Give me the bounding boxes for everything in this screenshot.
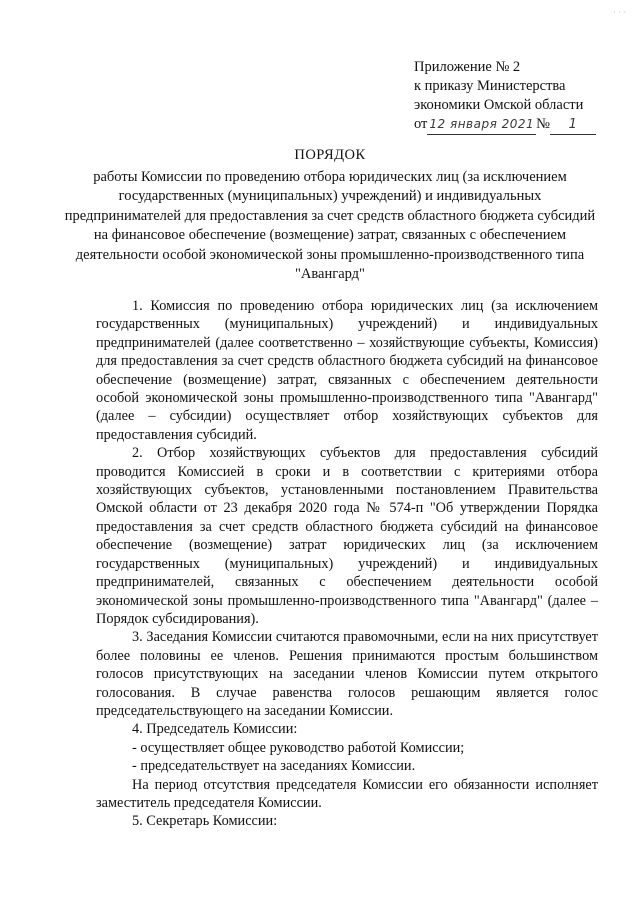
paragraph-4-item-2: - председательствует на заседаниях Комиссии.	[132, 758, 416, 775]
document-subtitle: работы Комиссии по проведению отбора юридических лиц (за исключением государственных (муниципальных) учреждений) и индивидуальных предпринимателей для предоставления за счет средств областного бюджета субсидий на финансовое обеспечение (возмещение) затрат, связанных с обеспечением деятельности особой экономической зоны промышленно-производственного типа "Авангард"	[64, 168, 596, 282]
document-body	[96, 297, 598, 831]
document-heading	[60, 146, 600, 285]
appendix-number: Приложение № 2	[414, 59, 521, 75]
from-label: от	[414, 116, 428, 132]
paragraph-3: 3. Заседания Комиссии считаются правомочными, если на них присутствует более половины ее членов. Решения принимаются простым большинством голосов присутствующих на заседании членов Комиссии путем открытого голосования. В случае равенства голосов решающим является голос председательствующего на заседании Комиссии.	[96, 629, 598, 719]
appendix-date-line	[414, 115, 614, 135]
paragraph-1: 1. Комиссия по проведению отбора юридических лиц (за исключением государственных (муниципальных) учреждений) и индивидуальных предпринимателей (далее соответственно – хозяйствующие субъекты, Комиссия) для предоставления за счет средств областного бюджета субсидий на финансовое обеспечение (возмещение) затрат, связанных с обеспечением деятельности особой экономической зоны промышленно-производственного типа "Авангард" (далее – субсидии) осуществляет отбор хозяйствующих субъектов для предоставления субсидий.	[96, 298, 598, 443]
paragraph-4-note: На период отсутствия председателя Комиссии его обязанности исполняет заместитель председателя Комиссии.	[96, 776, 598, 811]
number-label: №	[536, 116, 551, 132]
document-title: ПОРЯДОК	[294, 147, 366, 163]
appendix-block	[414, 58, 614, 135]
paragraph-2: 2. Отбор хозяйствующих субъектов для предоставления субсидий проводится Комиссией в сроки и в соответствии с критериями отбора хозяйствующих субъектов, установленными постановлением Правительства Омской области от 23 декабря 2020 года № 574-п "Об утверждении Порядка предоставления за счет средств областного бюджета субсидий на финансовое обеспечение (возмещение) затрат юридических лиц (за исключением государственных (муниципальных) учреждений) и индивидуальных предпринимателей, связанных с обеспечением деятельности особой экономической зоны промышленно-производственного типа "Авангард" (далее – Порядок субсидирования).	[96, 445, 598, 627]
scan-corner-mark: · · ·	[613, 8, 626, 17]
handwritten-date: 12 января 2021	[427, 115, 536, 135]
appendix-order-ref: к приказу Министерства	[414, 78, 566, 94]
appendix-ministry: экономики Омской области	[414, 97, 584, 113]
paragraph-5: 5. Секретарь Комиссии:	[132, 813, 278, 830]
paragraph-4: 4. Председатель Комиссии:	[132, 721, 298, 738]
handwritten-number: 1	[550, 115, 596, 135]
paragraph-4-item-1: - осуществляет общее руководство работой Комиссии;	[132, 739, 465, 756]
